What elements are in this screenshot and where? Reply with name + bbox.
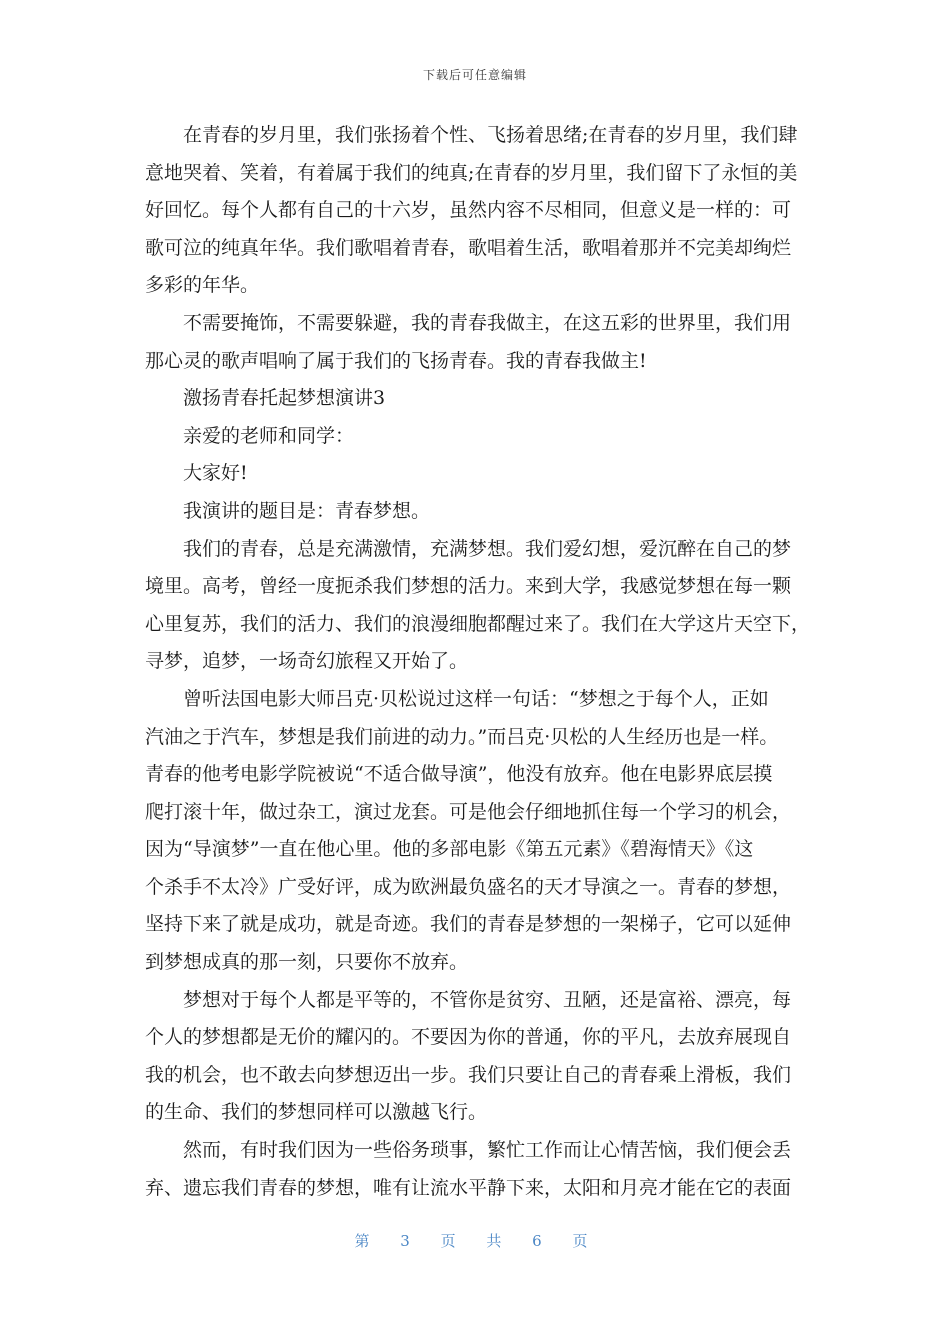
speech-topic	[145, 493, 807, 531]
salutation	[145, 418, 807, 456]
text-line: 青春的他考电影学院被说“不适合做导演”，他没有放弃。他在电影界底层摸	[145, 763, 773, 786]
text-line: 爬打滚十年，做过杂工，演过龙套。可是他会仔细地抓住每一个学习的机会，	[145, 800, 792, 823]
paragraph	[145, 531, 811, 681]
text-line: 不需要掩饰，不需要躲避，我的青春我做主，在这五彩的世界里，我们用	[183, 311, 792, 334]
greeting	[145, 455, 807, 493]
text-line: 激扬青春托起梦想演讲3	[183, 387, 386, 410]
text-line: 我演讲的题目是：青春梦想。	[183, 499, 431, 522]
text-line: 梦想对于每个人都是平等的，不管你是贫穷、丑陋，还是富裕、漂亮，每	[183, 988, 792, 1011]
text-line: 在青春的岁月里，我们张扬着个性、飞扬着思绪;在青春的岁月里，我们肆	[183, 124, 798, 146]
paragraph	[145, 117, 807, 305]
text-line: 寻梦，追梦，一场奇幻旅程又开始了。	[145, 650, 469, 673]
text-line: 我的机会，也不敢去向梦想迈出一步。我们只要让自己的青春乘上滑板，我们	[145, 1063, 792, 1086]
paragraph	[145, 681, 807, 982]
text-line: 心里复苏，我们的活力、我们的浪漫细胞都醒过来了。我们在大学这片天空下，	[145, 612, 811, 635]
text-line: 弃、遗忘我们青春的梦想，唯有让流水平静下来，太阳和月亮才能在它的表面	[145, 1176, 792, 1199]
text-line: 曾听法国电影大师吕克·贝松说过这样一句话：“梦想之于每个人，正如	[183, 687, 769, 710]
page-header-note: 下载后可任意编辑	[422, 68, 527, 82]
page-number-footer: 第 3 页 共 6 页	[354, 1232, 596, 1250]
text-line: 那心灵的歌声唱响了属于我们的飞扬青春。我的青春我做主!	[145, 349, 647, 372]
text-line: 亲爱的老师和同学：	[183, 424, 355, 447]
text-line: 因为“导演梦”一直在他心里。他的多部电影《第五元素》《碧海情天》《这	[145, 838, 754, 861]
text-line: 意地哭着、笑着，有着属于我们的纯真;在青春的岁月里，我们留下了永恒的美	[145, 161, 798, 184]
speech-title	[145, 380, 807, 418]
text-line: 汽油之于汽车，梦想是我们前进的动力。”而吕克·贝松的人生经历也是一样。	[145, 725, 779, 748]
paragraph	[145, 1132, 807, 1207]
text-line: 我们的青春，总是充满激情，充满梦想。我们爱幻想，爱沉醉在自己的梦	[183, 537, 792, 560]
text-line: 多彩的年华。	[145, 274, 260, 297]
text-line: 的生命、我们的梦想同样可以激越飞行。	[145, 1101, 488, 1124]
text-line: 歌可泣的纯真年华。我们歌唱着青春，歌唱着生活，歌唱着那并不完美却绚烂	[145, 236, 792, 259]
text-line: 坚持下来了就是成功，就是奇迹。我们的青春是梦想的一架梯子，它可以延伸	[145, 913, 792, 936]
text-line: 到梦想成真的那一刻，只要你不放弃。	[145, 951, 469, 974]
text-line: 个杀手不太冷》广受好评，成为欧洲最负盛名的天才导演之一。青春的梦想，	[145, 875, 792, 898]
text-line: 大家好!	[183, 462, 248, 485]
text-line: 个人的梦想都是无价的耀闪的。不要因为你的普通，你的平凡，去放弃展现自	[145, 1026, 792, 1049]
paragraph	[145, 982, 807, 1132]
text-line: 好回忆。每个人都有自己的十六岁，虽然内容不尽相同，但意义是一样的：可	[145, 199, 792, 222]
document-body	[145, 117, 811, 1207]
paragraph	[145, 305, 807, 380]
text-line: 然而，有时我们因为一些俗务琐事，繁忙工作而让心情苦恼，我们便会丢	[183, 1139, 792, 1162]
text-line: 境里。高考，曾经一度扼杀我们梦想的活力。来到大学，我感觉梦想在每一颗	[145, 575, 792, 598]
